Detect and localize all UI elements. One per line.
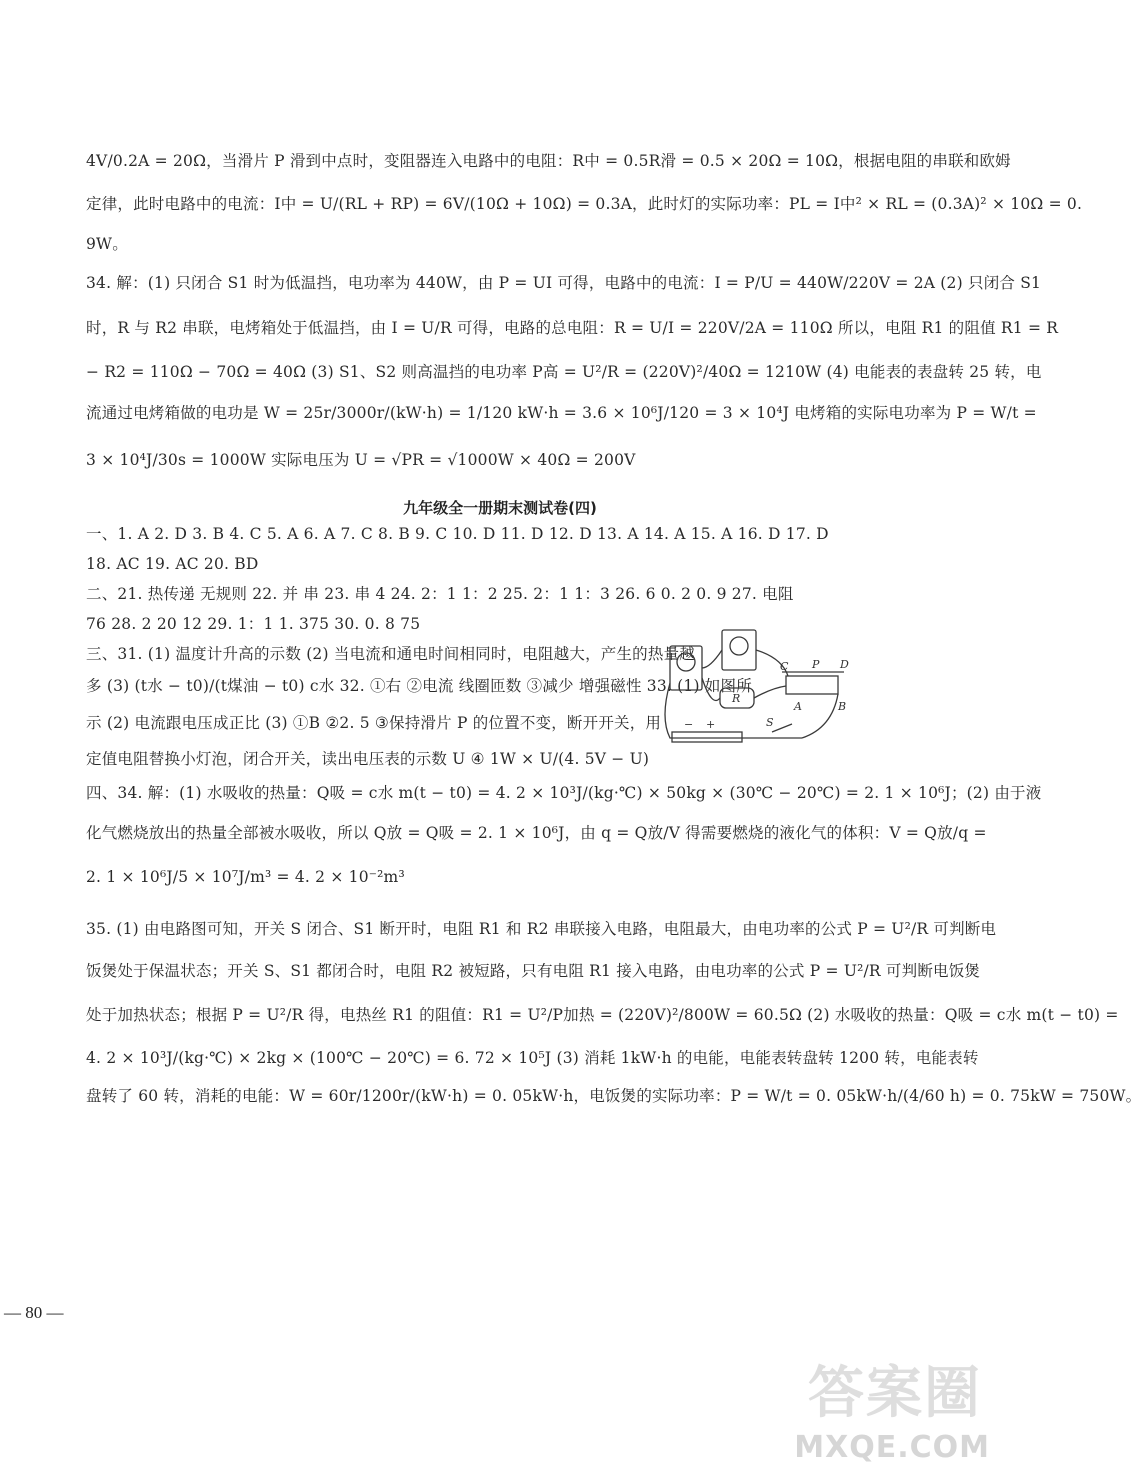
circuit-label: − <box>684 718 694 731</box>
answer-line: 18. AC 19. AC 20. BD <box>86 555 259 573</box>
circuit-label: C <box>780 660 789 673</box>
text-line: 35. (1) 由电路图可知，开关 S 闭合、S1 断开时，电阻 R1 和 R2 串联接入电路，电阻最大，由电功率的公式 P = U²/R 可判断电 <box>86 920 997 938</box>
text-line: 盘转了 60 转，消耗的电能：W = 60r/1200r/(kW·h) = 0. 05kW·h，电饭煲的实际功率：P = W/t = 0. 05kW·h/(4/60 h) = 0. 75kW = 750W。 <box>86 1087 1141 1105</box>
answer-line: 76 28. 2 20 12 29. 1：1 1. 375 30. 0. 8 75 <box>86 615 421 633</box>
text-line: 饭煲处于保温状态；开关 S、S1 都闭合时，电阻 R2 被短路，只有电阻 R1 接入电路，由电功率的公式 P = U²/R 可判断电饭煲 <box>86 962 981 980</box>
circuit-label: + <box>706 718 716 731</box>
circuit-label: A <box>794 700 802 713</box>
circuit-label: B <box>838 700 847 713</box>
voltmeter-icon <box>722 630 756 670</box>
answer-line: 多 (3) (t水 − t0)/(t煤油 − t0) c水 32. ①右 ②电流 线圈匝数 ③减少 增强磁性 33. (1) 如图所 <box>86 677 752 695</box>
text-line: 4V/0.2A = 20Ω，当滑片 P 滑到中点时，变阻器连入电路中的电阻：R中 = 0.5R滑 = 0.5 × 20Ω = 10Ω，根据电阻的串联和欧姆 <box>86 152 1011 170</box>
circuit-diagram <box>662 628 852 752</box>
circuit-label: S <box>766 716 774 729</box>
circuit-label: P <box>812 658 820 671</box>
text-line: 4. 2 × 10³J/(kg·℃) × 2kg × (100℃ − 20℃) = 6. 72 × 10⁵J (3) 消耗 1kW·h 的电能，电能表转盘转 1200 转，电能表转 <box>86 1049 979 1067</box>
answer-line: 二、21. 热传递 无规则 22. 并 串 23. 串 4 24. 2：1 1：2 25. 2：1 1：3 26. 6 0. 2 0. 9 27. 电阻 <box>86 585 794 603</box>
answer-line: 定值电阻替换小灯泡，闭合开关，读出电压表的示数 U ④ 1W × U/(4. 5V − U) <box>86 750 650 768</box>
watermark-logo <box>779 1349 994 1469</box>
text-line: 9W。 <box>86 235 128 253</box>
answer-line: 一、1. A 2. D 3. B 4. C 5. A 6. A 7. C 8. B 9. C 10. D 11. D 12. D 13. A 14. A 15. A 16. D 17. D <box>86 525 829 543</box>
answer-line: 三、31. (1) 温度计升高的示数 (2) 当电流和通电时间相同时，电阻越大，产生的热量越 <box>86 645 695 663</box>
text-line: 2. 1 × 10⁶J/5 × 10⁷J/m³ = 4. 2 × 10⁻²m³ <box>86 868 405 886</box>
rheostat-icon <box>786 676 838 694</box>
watermark-logo-text: 答案圈 <box>808 1361 982 1426</box>
text-line: 3 × 10⁴J/30s = 1000W 实际电压为 U = √PR = √1000W × 40Ω = 200V <box>86 451 636 469</box>
page-number: — 80 — <box>4 1303 64 1322</box>
text-line: 处于加热状态；根据 P = U²/R 得，电热丝 R1 的阻值：R1 = U²/P加热 = (220V)²/800W = 60.5Ω (2) 水吸收的热量：Q吸 = c水 m(t − t0) = <box>86 1006 1119 1024</box>
circuit-label: R <box>732 692 741 705</box>
text-line: 时，R 与 R2 串联，电烤箱处于低温挡，由 I = U/R 可得，电路的总电阻：R = U/I = 220V/2A = 110Ω 所以，电阻 R1 的阻值 R1 = R <box>86 319 1059 337</box>
answer-line: 示 (2) 电流跟电压成正比 (3) ①B ②2. 5 ③保持滑片 P 的位置不变，断开开关，用 <box>86 714 662 732</box>
text-line: 四、34. 解：(1) 水吸收的热量：Q吸 = c水 m(t − t0) = 4. 2 × 10³J/(kg·℃) × 50kg × (30℃ − 20℃) = 2. 1 × 10⁶J；(2) 由于液 <box>86 784 1042 802</box>
text-line: 化气燃烧放出的热量全部被水吸收，所以 Q放 = Q吸 = 2. 1 × 10⁶J，由 q = Q放/V 得需要燃烧的液化气的体积：V = Q放/q = <box>86 824 987 842</box>
watermark-url: MXQE.COM <box>794 1430 990 1465</box>
text-line: 流通过电烤箱做的电功是 W = 25r/3000r/(kW·h) = 1/120 kW·h = 3.6 × 10⁶J/120 = 3 × 10⁴J 电烤箱的实际电功率为 P = W/t = <box>86 404 1037 422</box>
circuit-label: D <box>840 658 849 671</box>
text-line: − R2 = 110Ω − 70Ω = 40Ω (3) S1、S2 则高温挡的电功率 P高 = U²/R = (220V)²/40Ω = 1210W (4) 电能表的表盘转 25 转，电 <box>86 363 1042 381</box>
text-line: 34. 解：(1) 只闭合 S1 时为低温挡，电功率为 440W，由 P = UI 可得，电路中的电流：I = P/U = 440W/220V = 2A (2) 只闭合 S1 <box>86 274 1042 292</box>
section-title: 九年级全一册期末测试卷(四) <box>403 499 597 517</box>
text-line: 定律，此时电路中的电流：I中 = U/(RL + RP) = 6V/(10Ω + 10Ω) = 0.3A，此时灯的实际功率：PL = I中² × RL = (0.3A)² × 10Ω = 0. <box>86 195 1083 213</box>
